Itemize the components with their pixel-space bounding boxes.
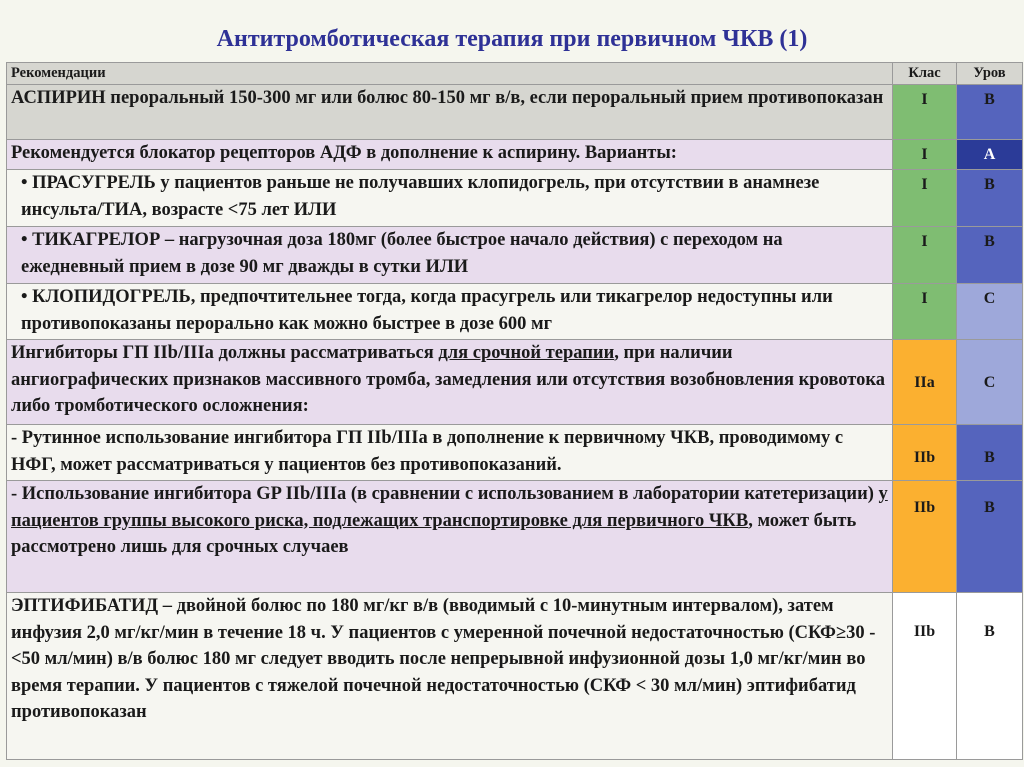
recommendations-table (6, 62, 1023, 760)
table-header-row (7, 63, 1023, 85)
row-text: - Рутинное использование ингибитора ГП IIb/IIIa в дополнение к первичному ЧКВ, проводимому с НФГ, может рассматриваться у пациентов без противопоказаний. (7, 425, 893, 481)
row-text (7, 340, 893, 425)
row-text: АСПИРИН пероральный 150-300 мг или болюс 80-150 мг в/в, если пероральный прием противопоказан (7, 85, 893, 140)
header-class: Клас (893, 63, 957, 85)
table-row (7, 593, 1023, 760)
row-text-part: - Использование ингибитора GP IIb/IIIa (в сравнении с использованием в лаборатории катетеризации) (11, 484, 879, 504)
row-class: I (893, 85, 957, 140)
row-text-underlined: для срочной терапии (438, 343, 615, 363)
table-row (7, 340, 1023, 425)
row-text-part: Ингибиторы ГП IIb/IIIa должны рассматриваться (11, 343, 439, 363)
row-text (7, 481, 893, 593)
table-row (7, 140, 1023, 170)
table-row (7, 284, 1023, 340)
table-row (7, 85, 1023, 140)
row-text-part: , при наличии ангиографических признаков массивного тромба, замедления или отсутствия возобновления кровотока либо тромботического осложнения: (11, 343, 885, 416)
row-class: IIb (893, 481, 957, 593)
row-class: I (893, 140, 957, 170)
row-text: • ПРАСУГРЕЛЬ у пациентов раньше не получавших клопидогрель, при отсутствии в анамнезе инсульта/ТИА, возрасте <75 лет ИЛИ (7, 170, 893, 227)
table-row (7, 227, 1023, 284)
header-level: Уров (957, 63, 1023, 85)
row-level: B (957, 593, 1023, 760)
row-class: IIb (893, 593, 957, 760)
row-class: I (893, 227, 957, 284)
row-class: I (893, 284, 957, 340)
header-recommendations: Рекомендации (7, 63, 893, 85)
row-level: B (957, 227, 1023, 284)
table-row (7, 170, 1023, 227)
row-level: A (957, 140, 1023, 170)
row-class: I (893, 170, 957, 227)
row-text: • КЛОПИДОГРЕЛЬ, предпочтительнее тогда, когда прасугрель или тикагрелор недоступны или противопоказаны перорально как можно быстрее в дозе 600 мг (7, 284, 893, 340)
row-text-part: , может быть рассмотрено лишь для срочных случаев (11, 510, 857, 557)
row-text: ЭПТИФИБАТИД – двойной болюс по 180 мг/кг в/в (вводимый с 10-минутным интервалом), затем инфузия 2,0 мг/кг/мин в течение 18 ч. У пациентов с умеренной почечной недостаточностью (СКФ≥30 - <50 мл/мин) в/в болюс 180 мг следует вводить после непрерывной инфузионной дозы 1,0 мг/кг/мин во время терапии. У пациентов с тяжелой почечной недостаточностью (СКФ < 30 мл/мин) эптифибатид противопоказан (7, 593, 893, 760)
row-level: B (957, 481, 1023, 593)
table-row (7, 425, 1023, 481)
row-level: B (957, 170, 1023, 227)
row-class: IIb (893, 425, 957, 481)
row-class: IIa (893, 340, 957, 425)
row-text: Рекомендуется блокатор рецепторов АДФ в дополнение к аспирину. Варианты: (7, 140, 893, 170)
row-level: C (957, 340, 1023, 425)
page-title: Антитромботическая терапия при первичном ЧКВ (1) (216, 26, 808, 52)
table-row (7, 481, 1023, 593)
row-level: C (957, 284, 1023, 340)
row-text-underlined: у пациентов группы высокого риска, подлежащих транспортировке для первичного ЧКВ (11, 484, 888, 531)
row-level: B (957, 425, 1023, 481)
row-text: • ТИКАГРЕЛОР – нагрузочная доза 180мг (более быстрое начало действия) с переходом на ежедневный прием в дозе 90 мг дважды в сутки ИЛИ (7, 227, 893, 284)
row-level: B (957, 85, 1023, 140)
